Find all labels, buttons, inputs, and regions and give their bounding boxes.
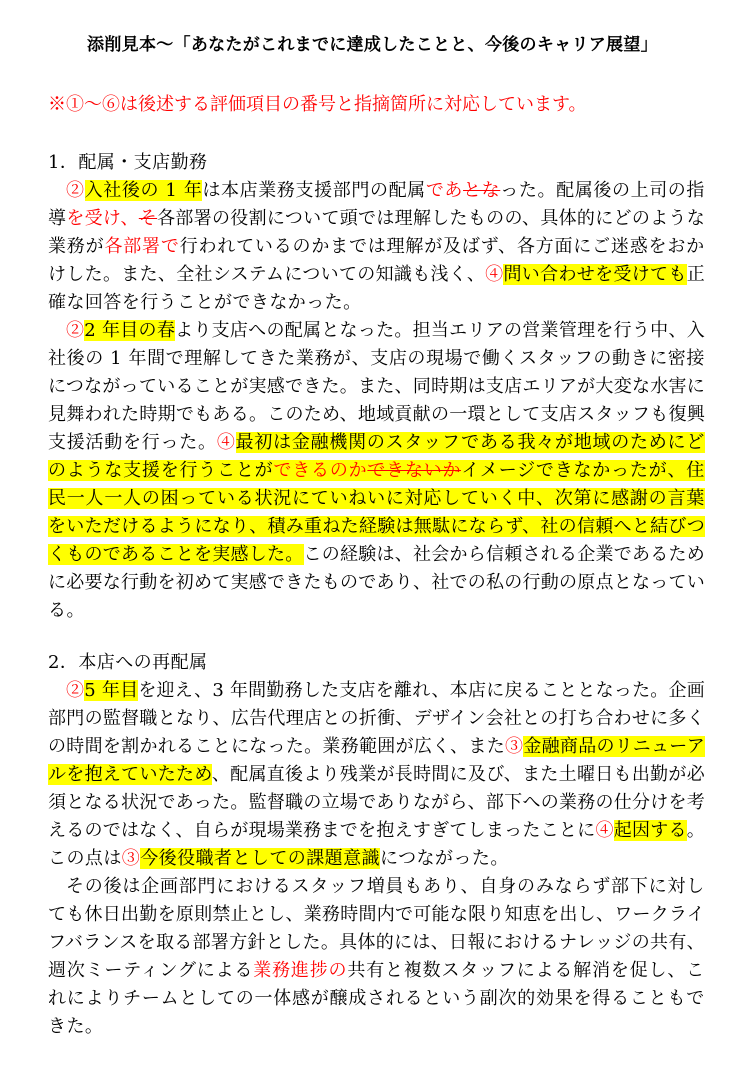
body-text: この点は: [48, 848, 122, 869]
highlighted-text: のような支援を行うことが: [48, 460, 274, 481]
body-text: ても休日出勤を原則禁止とし、業務時間内で可能な限り知恵を出し、ワークライ: [48, 904, 705, 925]
body-text: った。配属後の上司の指: [500, 180, 706, 201]
text-line: [48, 345, 705, 373]
section-heading: 1．配属・支店勤務: [48, 152, 208, 173]
section-2: [48, 649, 705, 1041]
text-line: [48, 317, 705, 345]
body-text: 行われているのかまでは理解が及ばず、各方面にご迷惑をおか: [179, 236, 705, 257]
evaluation-marker: ③: [505, 736, 524, 757]
text-line: [48, 789, 705, 817]
text-line: [48, 597, 705, 625]
highlighted-text: 2 年目の春: [84, 320, 176, 341]
text-line: [48, 929, 705, 957]
body-text: 。: [686, 820, 706, 841]
body-text: フバランスを取る部署方針とした。具体的には、日報におけるナレッジの共有、: [48, 932, 705, 953]
correction-note: ※①～⑥は後述する評価項目の番号と指摘箇所に対応しています。: [48, 94, 587, 115]
body-text: 部門の監督職となり、広告代理店との折衝、デザイン会社との打ち合わせに多く: [48, 708, 705, 729]
highlighted-text: 最初は金融機関のスタッフである我々が地域のためにど: [235, 432, 706, 453]
text-line: [48, 1013, 705, 1041]
section-heading: 2．本店への再配属: [48, 652, 208, 673]
body-text: 見舞われた時期でもある。このため、地域貢献の一環として支店スタッフも復興: [48, 404, 705, 425]
body-text: れによりチームとしての一体感が醸成されるという副次的効果を得ることもで: [48, 988, 705, 1009]
body-text: この経験は、社会から信頼される企業であるため: [303, 544, 705, 565]
paragraph: [48, 873, 705, 1041]
body-text: 共有と複数スタッフによる解消を促し、こ: [347, 960, 706, 981]
document-title: 添削見本～「あなたがこれまでに達成したことと、今後のキャリア展望」: [87, 35, 658, 55]
text-line: [48, 733, 705, 761]
highlighted-text: 民一人一人の困っている状況にていねいに対応していく中、次第に感謝の言葉: [48, 488, 705, 509]
evaluation-marker: ②: [66, 180, 85, 201]
text-line: [48, 401, 705, 429]
body-text: につながっていることが実感できた。また、同時期は支店エリアが大変な水害に: [48, 376, 705, 397]
body-text: は本店業務支援部門の配属: [202, 180, 426, 201]
text-line: [48, 845, 705, 873]
text-line: [48, 373, 705, 401]
text-line: [48, 541, 705, 569]
body-text: 社後の 1 年間で理解してきた業務が、支店の現場で働くスタッフの動きに密接: [48, 348, 705, 369]
deleted-text: とな: [463, 180, 501, 201]
text-line: [48, 485, 705, 513]
highlighted-text: 起因する: [613, 820, 687, 841]
paragraph: [48, 317, 705, 625]
body-text: を迎え、3 年間勤務した支店を離れ、本店に戻ることとなった。企画: [138, 680, 705, 701]
body-text: その後は企画部門におけるスタッフ増員もあり、自身のみならず部下に対し: [66, 876, 705, 897]
body-text: 週次ミーティングによる: [48, 960, 254, 981]
evaluation-marker: ②: [66, 680, 85, 701]
text-line: [48, 817, 705, 845]
highlighted-text: くものであることを実感した。: [48, 544, 304, 565]
section-1: [48, 149, 705, 625]
paragraph: [48, 677, 705, 873]
correction-text: できるのか: [273, 460, 368, 481]
highlighted-text: 金融商品のリニューア: [523, 736, 705, 757]
text-line: [48, 957, 705, 985]
body-text: けした。また、全社システムについての知識も浅く、: [48, 264, 486, 285]
text-line: [48, 677, 705, 705]
text-line: [48, 289, 705, 317]
correction-text: 各部署で: [104, 236, 180, 257]
text-line: [48, 457, 705, 485]
body-text: より支店への配属となった。担当エリアの営業管理を行う中、入: [175, 320, 705, 341]
text-line: [48, 569, 705, 597]
evaluation-marker: ④: [485, 264, 504, 285]
body-text: 須となる状況であった。監督職の立場でありながら、部下への業務の仕分けを考: [48, 792, 705, 813]
text-line: [48, 901, 705, 929]
text-line: [48, 705, 705, 733]
text-line: [48, 177, 705, 205]
correction-text: 業務進捗の: [253, 960, 348, 981]
text-line: [48, 233, 705, 261]
evaluation-marker: ③: [121, 848, 141, 869]
highlighted-text: 5 年目: [84, 680, 139, 701]
text-line: [48, 261, 705, 289]
text-line: [48, 513, 705, 541]
highlighted-text: ルを抱えていたため: [48, 764, 212, 785]
evaluation-marker: ②: [66, 320, 85, 341]
body-text: る。: [48, 600, 85, 621]
highlighted-text: 入社後の 1 年: [84, 180, 203, 201]
body-text: 正: [686, 264, 706, 285]
deleted-text: できないか: [367, 460, 462, 481]
body-text: につながった。: [380, 848, 509, 869]
body-text: に必要な行動を初めて実感できたものであり、社での私の行動の原点となってい: [48, 572, 705, 593]
body-text: 支援活動を行った。: [48, 432, 217, 453]
text-line: [48, 873, 705, 901]
body-text: きた。: [48, 1016, 104, 1037]
text-line: [48, 985, 705, 1013]
text-line: [48, 429, 705, 457]
body-text: 確な回答を行うことができなかった。: [48, 292, 362, 313]
body-text: 各部署の役割について頭では理解したものの、具体的にどのような: [157, 208, 706, 229]
body-text: 業務が: [48, 236, 105, 257]
correction-text: を受け、: [66, 208, 139, 229]
paragraph: [48, 177, 705, 317]
body-text: えるのではなく、自らが現場業務までを抱えすぎてしまったことに: [48, 820, 596, 841]
body-text: 導: [48, 208, 67, 229]
highlighted-text: 今後役職者としての課題意識: [140, 848, 381, 869]
deleted-text: そ: [138, 208, 158, 229]
text-line: [48, 205, 705, 233]
body-text: の時間を割かれることになった。業務範囲が広く、また: [48, 736, 506, 757]
body-text: 、配属直後より残業が長時間に及び、また土曜日も出勤が必: [211, 764, 705, 785]
highlighted-text: をいただけるようになり、積み重ねた経験は無駄にならず、社の信頼へと結びつ: [48, 516, 705, 537]
highlighted-text: イメージできなかったが、住: [461, 460, 706, 481]
correction-text: であ: [425, 180, 464, 201]
evaluation-marker: ④: [216, 432, 236, 453]
text-line: [48, 761, 705, 789]
highlighted-text: 問い合わせを受けても: [503, 264, 687, 285]
document-body: [48, 149, 705, 1041]
evaluation-marker: ④: [595, 820, 614, 841]
